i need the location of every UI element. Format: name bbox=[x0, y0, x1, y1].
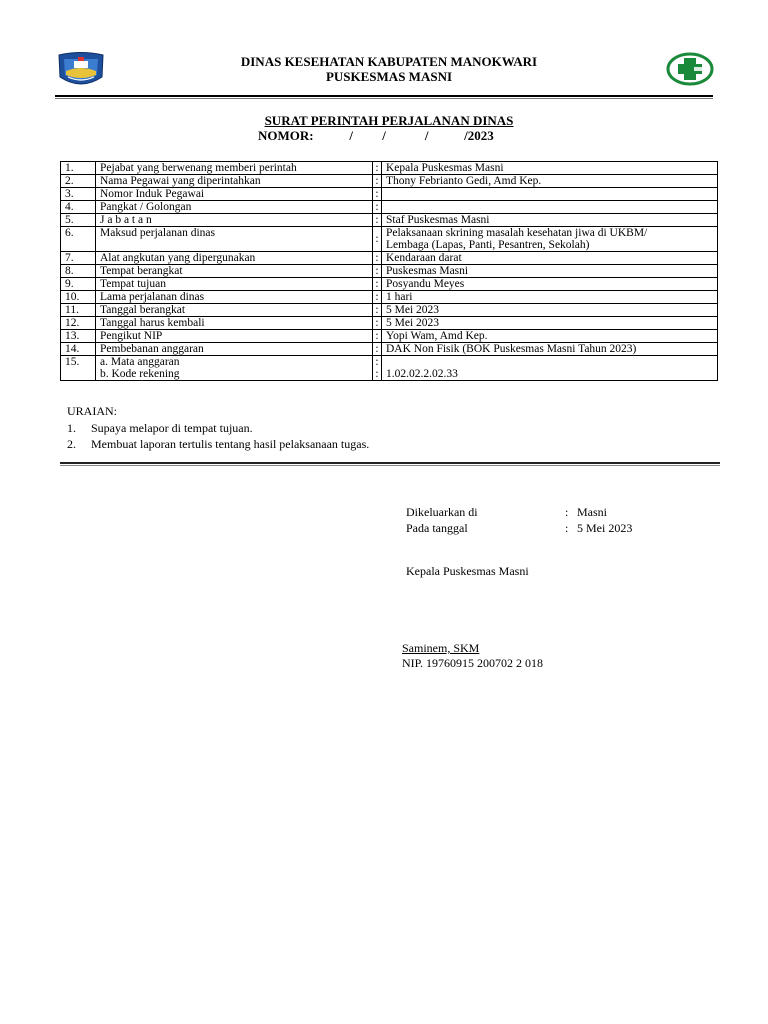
health-cross-icon bbox=[666, 52, 714, 86]
row-value: Posyandu Meyes bbox=[382, 278, 718, 291]
row-label: Alat angkutan yang dipergunakan bbox=[96, 252, 373, 265]
row-colon: : bbox=[373, 330, 382, 343]
row-label bbox=[96, 356, 373, 381]
row-value bbox=[382, 201, 718, 214]
list-item bbox=[67, 421, 253, 436]
row-colon: : bbox=[373, 214, 382, 227]
row-label: Nama Pegawai yang diperintahkan bbox=[96, 175, 373, 188]
row-value-line: 1.02.02.2.02.33 bbox=[386, 368, 458, 380]
row-label: J a b a t a n bbox=[96, 214, 373, 227]
row-label: Lama perjalanan dinas bbox=[96, 291, 373, 304]
row-colon: : bbox=[373, 317, 382, 330]
signatory-name: Saminem, SKM bbox=[402, 641, 480, 655]
table-row bbox=[61, 291, 718, 304]
list-item bbox=[67, 437, 369, 452]
list-item-number: 1. bbox=[67, 421, 76, 435]
row-number: 3. bbox=[61, 188, 96, 201]
row-value bbox=[382, 188, 718, 201]
row-label: Tanggal harus kembali bbox=[96, 317, 373, 330]
table-row bbox=[61, 201, 718, 214]
letterhead-rule bbox=[55, 95, 713, 97]
issue-date-value: 5 Mei 2023 bbox=[577, 521, 633, 535]
row-value: 1 hari bbox=[382, 291, 718, 304]
row-colon: : bbox=[373, 278, 382, 291]
table-row bbox=[61, 343, 718, 356]
row-colon-line: : bbox=[375, 368, 379, 380]
table-row bbox=[61, 214, 718, 227]
row-colon bbox=[373, 356, 382, 381]
row-number: 6. bbox=[61, 227, 96, 252]
row-value-line: Pelaksanaan skrining masalah kesehatan jiwa di UKBM/ bbox=[386, 227, 648, 239]
row-colon: : bbox=[373, 201, 382, 214]
row-value bbox=[382, 356, 718, 381]
row-number: 8. bbox=[61, 265, 96, 278]
row-value: Thony Febrianto Gedi, Amd Kep. bbox=[382, 175, 718, 188]
row-label: Tempat tujuan bbox=[96, 278, 373, 291]
row-value: 5 Mei 2023 bbox=[382, 317, 718, 330]
row-number: 11. bbox=[61, 304, 96, 317]
row-number: 4. bbox=[61, 201, 96, 214]
row-colon: : bbox=[373, 252, 382, 265]
issued-at-value: Masni bbox=[577, 505, 607, 519]
table-row bbox=[61, 304, 718, 317]
row-label: Maksud perjalanan dinas bbox=[96, 227, 373, 252]
row-value: Staf Puskesmas Masni bbox=[382, 214, 718, 227]
row-number: 7. bbox=[61, 252, 96, 265]
letterhead-rule-thin bbox=[55, 98, 713, 99]
table-row bbox=[61, 227, 718, 252]
agency-name: DINAS KESEHATAN KABUPATEN MANOKWARI bbox=[240, 54, 538, 69]
uraian-heading: URAIAN: bbox=[67, 404, 117, 418]
row-value-line: Lembaga (Lapas, Panti, Pesantren, Sekolah) bbox=[386, 239, 590, 251]
row-label: Nomor Induk Pegawai bbox=[96, 188, 373, 201]
list-item-number: 2. bbox=[67, 437, 76, 451]
row-colon: : bbox=[373, 175, 382, 188]
table-row bbox=[61, 330, 718, 343]
table-row bbox=[61, 265, 718, 278]
table-row bbox=[61, 356, 718, 381]
row-value: Kepala Puskesmas Masni bbox=[382, 162, 718, 175]
travel-order-table bbox=[60, 161, 718, 381]
row-value-line bbox=[386, 356, 713, 368]
row-value bbox=[382, 227, 718, 252]
table-row bbox=[61, 252, 718, 265]
clinic-name: PUSKESMAS MASNI bbox=[325, 69, 453, 84]
row-number: 13. bbox=[61, 330, 96, 343]
row-label: Pengikut NIP bbox=[96, 330, 373, 343]
row-colon: : bbox=[373, 304, 382, 317]
table-row bbox=[61, 188, 718, 201]
row-number: 15. bbox=[61, 356, 96, 381]
row-number: 14. bbox=[61, 343, 96, 356]
issue-date-colon: : bbox=[565, 521, 569, 535]
row-label: Tempat berangkat bbox=[96, 265, 373, 278]
section-divider-thin bbox=[60, 465, 720, 466]
row-number: 5. bbox=[61, 214, 96, 227]
table-row bbox=[61, 175, 718, 188]
row-value: 5 Mei 2023 bbox=[382, 304, 718, 317]
row-colon: : bbox=[373, 227, 382, 252]
row-number: 2. bbox=[61, 175, 96, 188]
document-number: NOMOR: / / / /2023 bbox=[258, 128, 494, 143]
row-value: Puskesmas Masni bbox=[382, 265, 718, 278]
row-colon-line: : bbox=[375, 356, 379, 368]
row-number: 9. bbox=[61, 278, 96, 291]
row-value: DAK Non Fisik (BOK Puskesmas Masni Tahun 2023) bbox=[382, 343, 718, 356]
row-value: Kendaraan darat bbox=[382, 252, 718, 265]
row-colon: : bbox=[373, 343, 382, 356]
row-label: Pangkat / Golongan bbox=[96, 201, 373, 214]
table-row bbox=[61, 278, 718, 291]
row-colon: : bbox=[373, 162, 382, 175]
list-item-text: Membuat laporan tertulis tentang hasil pelaksanaan tugas. bbox=[91, 437, 370, 451]
signatory-nip: NIP. 19760915 200702 2 018 bbox=[402, 656, 544, 670]
row-colon: : bbox=[373, 265, 382, 278]
row-label: Tanggal berangkat bbox=[96, 304, 373, 317]
row-number: 12. bbox=[61, 317, 96, 330]
row-number: 10. bbox=[61, 291, 96, 304]
row-colon: : bbox=[373, 188, 382, 201]
issued-at-colon: : bbox=[565, 505, 569, 519]
row-value: Yopi Wam, Amd Kep. bbox=[382, 330, 718, 343]
row-number: 1. bbox=[61, 162, 96, 175]
letterhead bbox=[0, 0, 768, 100]
document-title: SURAT PERINTAH PERJALANAN DINAS bbox=[264, 113, 514, 128]
table-row bbox=[61, 317, 718, 330]
row-label-line: a. Mata anggaran bbox=[100, 356, 180, 368]
issued-at-label: Dikeluarkan di bbox=[406, 505, 478, 519]
section-divider bbox=[60, 462, 720, 464]
row-label: Pembebanan anggaran bbox=[96, 343, 373, 356]
list-item-text: Supaya melapor di tempat tujuan. bbox=[91, 421, 253, 435]
issue-date-label: Pada tanggal bbox=[406, 521, 468, 535]
signatory-position: Kepala Puskesmas Masni bbox=[406, 564, 529, 578]
row-label-line: b. Kode rekening bbox=[100, 368, 180, 380]
row-colon: : bbox=[373, 291, 382, 304]
row-label: Pejabat yang berwenang memberi perintah bbox=[96, 162, 373, 175]
table-row bbox=[61, 162, 718, 175]
